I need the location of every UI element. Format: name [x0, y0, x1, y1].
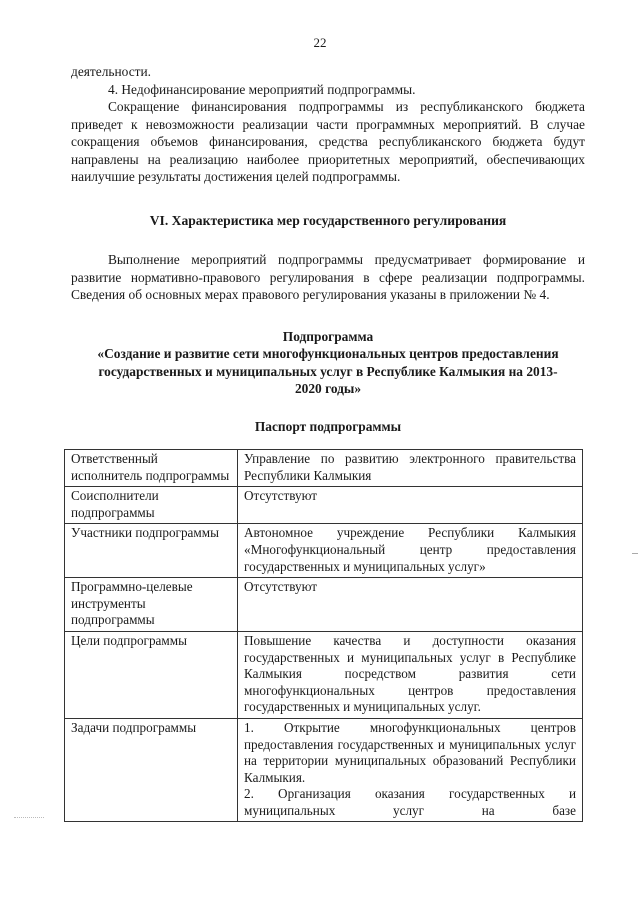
table-row: [65, 631, 583, 718]
row-label: Задачи подпрограммы: [65, 718, 238, 822]
task-item-text: 2. Организация оказания государственных и муниципальных услуг на базе: [244, 786, 576, 818]
table-row: [65, 450, 583, 487]
passport-heading: Паспорт подпрограммы: [254, 418, 402, 434]
subprogram-title-line: государственных и муниципальных услуг в Республике Калмыкия на 2013-: [98, 363, 558, 379]
row-value: Отсутствуют: [238, 487, 583, 524]
task-item: 1. Открытие многофункциональных центров предоставления государственных и муниципальных услуг на территории муниципальных образований Республики Калмыкия.: [244, 719, 576, 785]
risk-paragraph: Сокращение финансирования подпрограммы из республиканского бюджета приведет к невозможности реализации части программных мероприятий. В случае сокращения объемов финансирования, средства республиканского бюджета будут направлены на реализацию наиболее приоритетных мероприятий, обеспечивающих наилучшие результаты достижения целей подпрограммы.: [71, 99, 585, 184]
margin-mark: [14, 817, 44, 818]
regulation-paragraph: Выполнение мероприятий подпрограммы предусматривает формирование и развитие нормативно-правового регулирования в сфере реализации подпрограммы. Сведения об основных мерах правового регулирования указаны в приложении № 4.: [71, 252, 585, 302]
row-label: Цели подпрограммы: [65, 631, 238, 718]
page-number: 22: [313, 35, 327, 50]
row-value: Повышение качества и доступности оказания государственных и муниципальных услуг в Республике Калмыкия посредством развития сети многофункциональных центров предоставления государственных и муниципальных услуг.: [238, 631, 583, 718]
row-value: Отсутствуют: [238, 578, 583, 632]
subprogram-title-line: «Создание и развитие сети многофункциональных центров предоставления: [97, 346, 559, 361]
row-label: Участники подпрограммы: [65, 524, 238, 578]
row-value: Управление по развитию электронного правительства Республики Калмыкия: [238, 450, 583, 487]
table-row: [65, 487, 583, 524]
subprogram-title: [71, 345, 585, 398]
row-value: Автономное учреждение Республики Калмыкия «Многофункциональный центр предоставления государственных и муниципальных услуг»: [238, 524, 583, 578]
document-body: [71, 63, 585, 822]
row-label: Программно-целевые инструменты подпрограммы: [65, 578, 238, 632]
continuation-text: деятельности.: [71, 64, 152, 79]
table-row: [65, 578, 583, 632]
margin-mark: [632, 553, 638, 554]
row-label: Соисполнители подпрограммы: [65, 487, 238, 524]
row-value: [238, 718, 583, 822]
table-row: [65, 524, 583, 578]
subprogram-label: Подпрограмма: [282, 328, 374, 344]
risk-item-4: 4. Недофинансирование мероприятий подпрограммы.: [108, 81, 416, 97]
table-row: [65, 718, 583, 822]
passport-table: [64, 449, 583, 822]
row-label: Ответственный исполнитель подпрограммы: [65, 450, 238, 487]
subprogram-title-line: 2020 годы»: [294, 381, 362, 396]
section-heading: VI. Характеристика мер государственного регулирования: [149, 212, 507, 228]
task-item: [244, 786, 576, 819]
